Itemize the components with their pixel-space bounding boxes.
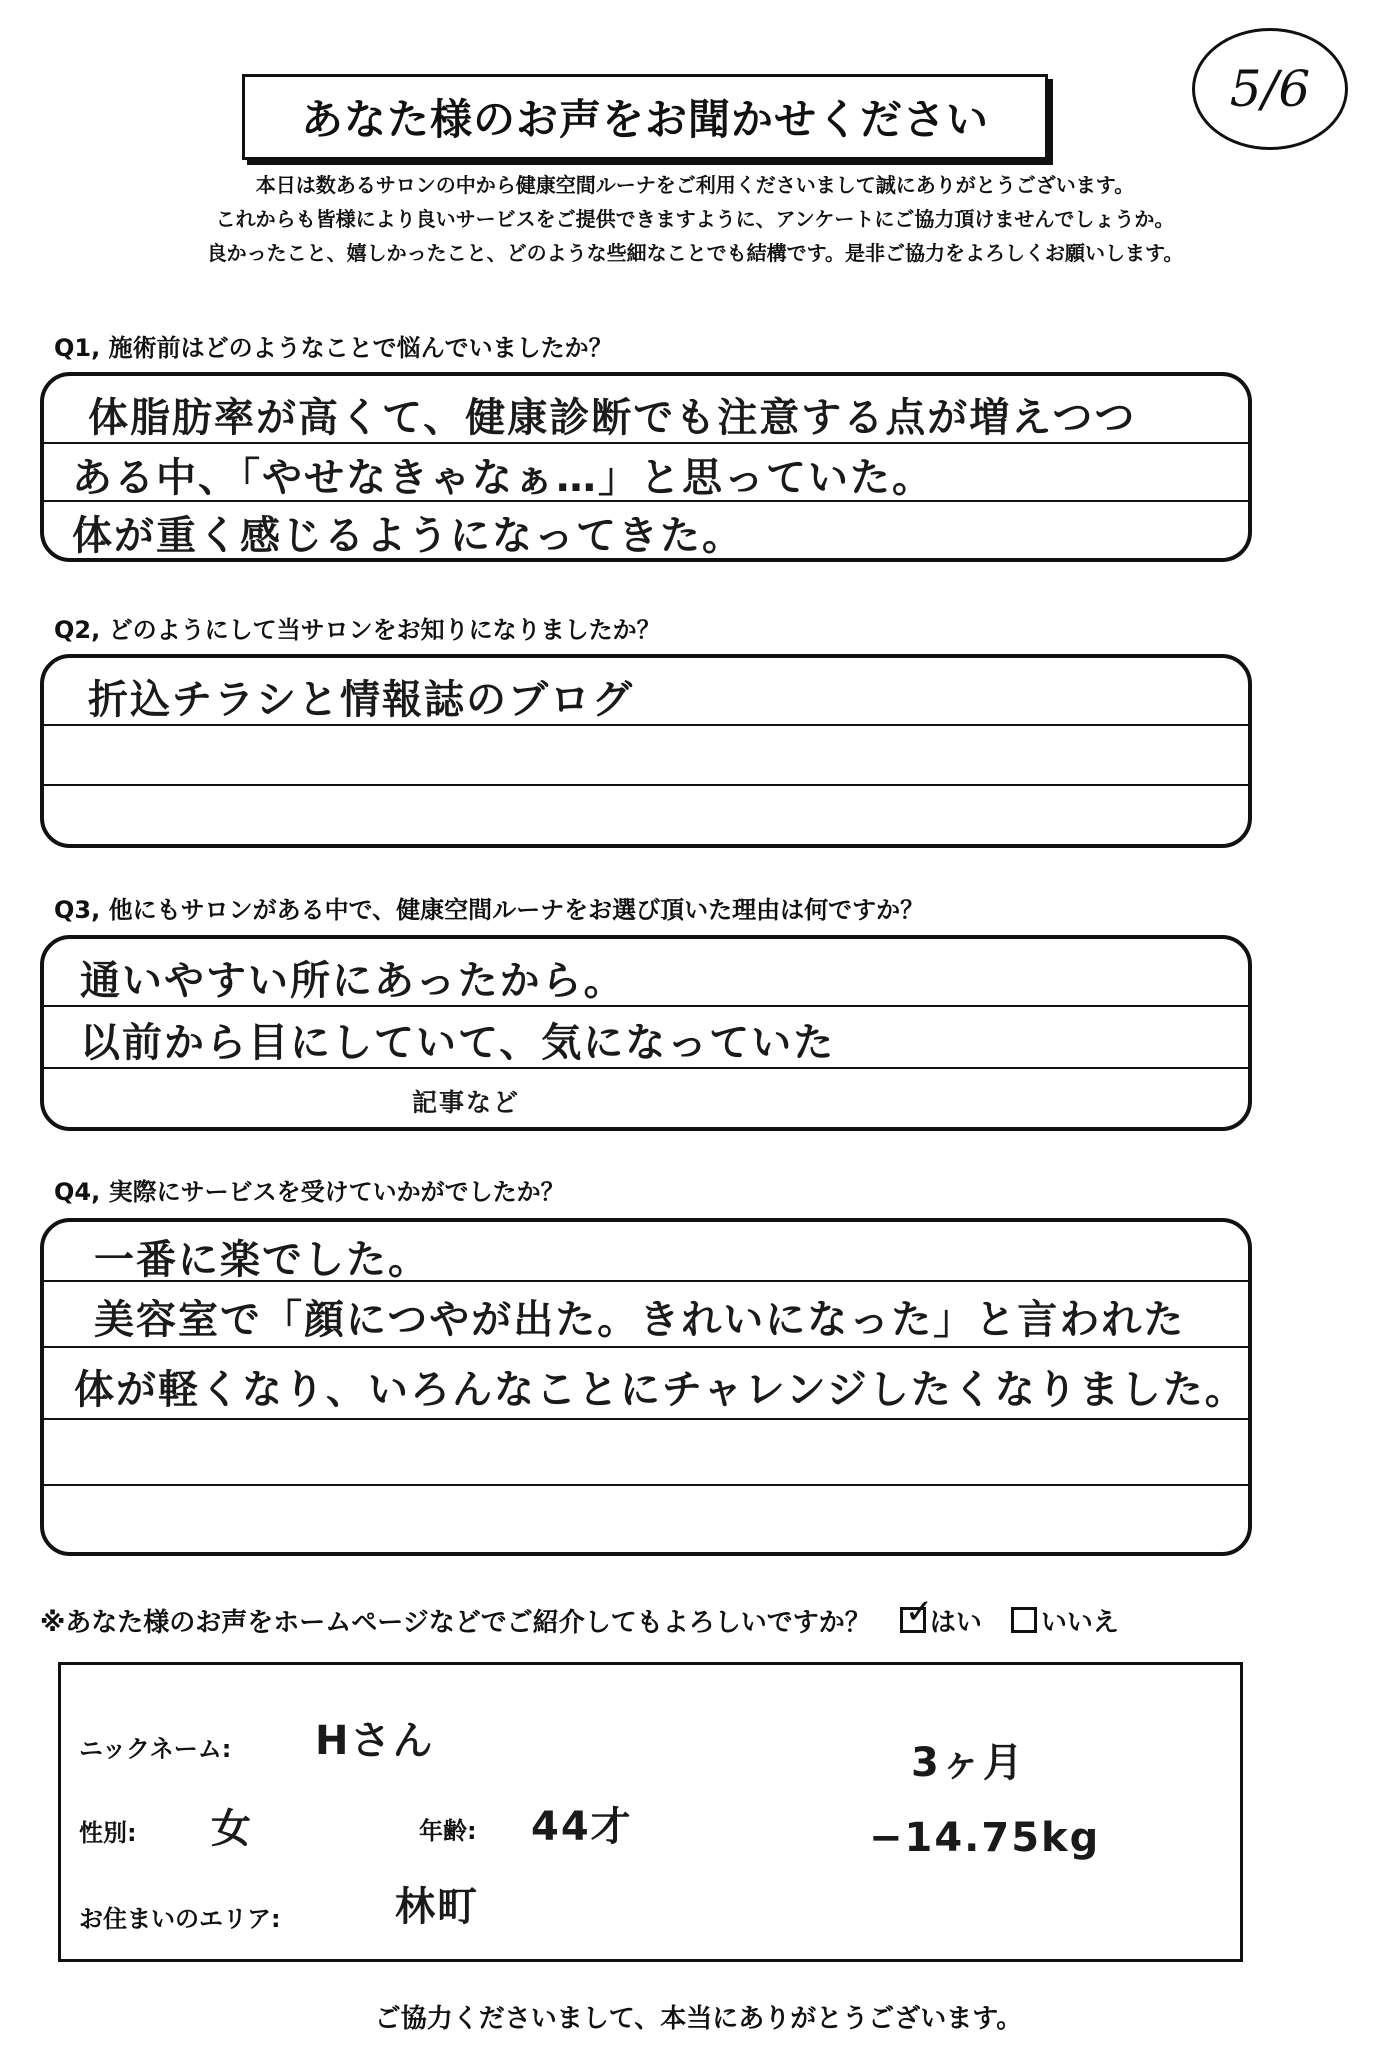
answer-line: [44, 1418, 1248, 1420]
answer-text: ある中、「やせなきゃなぁ…」と思っていた。: [72, 455, 934, 501]
intro-line: 良かったこと、嬉しかったこと、どのような些細なことでも結構です。是非ご協力をよろしくお願いします。: [206, 241, 1184, 265]
page-number: 5/6: [1192, 28, 1348, 150]
weight-value: −14.75kg: [869, 1815, 1101, 1861]
consent-yes-label: はい: [929, 1608, 982, 1638]
nickname-label: ニックネーム:: [79, 1735, 232, 1763]
consent-no-label: いいえ: [1040, 1608, 1119, 1638]
question-2-answer-box: [40, 654, 1252, 848]
answer-line: [44, 784, 1248, 786]
question-1-label: Q1, 施術前はどのようなことで悩んでいましたか？: [54, 334, 613, 362]
question-2-label: Q2, どのようにして当サロンをお知りになりましたか？: [54, 616, 661, 644]
answer-line: [44, 1346, 1248, 1348]
answer-line: [44, 1484, 1248, 1486]
question-3-label: Q3, 他にもサロンがある中で、健康空間ルーナをお選び頂いた理由は何ですか？: [54, 896, 925, 924]
answer-text: 通いやすい所にあったから。: [80, 958, 626, 1004]
consent-yes-checkbox[interactable]: [900, 1592, 934, 1633]
consent-no-checkbox[interactable]: [1011, 1607, 1037, 1633]
intro-text: [30, 168, 1360, 270]
age-value: 44才: [531, 1804, 633, 1850]
consent-question: ※あなた様のお声をホームページなどでご紹介してもよろしいですか？: [40, 1608, 871, 1638]
period-value: 3ヶ月: [911, 1740, 1025, 1786]
question-4-label: Q4, 実際にサービスを受けていかがでしたか？: [54, 1178, 565, 1206]
nickname-value: Hさん: [315, 1718, 435, 1764]
answer-text: 体が重く感じるようになってきた。: [72, 513, 744, 559]
answer-text: 折込チラシと情報誌のブログ: [88, 677, 634, 723]
footer-thanks: ご協力くださいまして、本当にありがとうございます。: [374, 2004, 1023, 2034]
age-label: 年齢:: [419, 1817, 477, 1845]
question-1-answer-box: [40, 372, 1252, 562]
intro-line: これからも皆様により良いサービスをご提供できますように、アンケートにご協力頂けませんでしょうか。: [215, 207, 1175, 231]
consent-row: [40, 1592, 1119, 1639]
question-4-answer-box: [40, 1218, 1252, 1556]
area-value: 林町: [395, 1884, 479, 1930]
customer-info-box: [58, 1662, 1243, 1962]
insert-note: 記事など: [412, 1088, 521, 1117]
answer-text: 体脂肪率が高くて、健康診断でも注意する点が増えつつ: [88, 395, 1137, 441]
page-title: あなた様のお声をお聞かせください: [242, 74, 1048, 160]
answer-text: 一番に楽でした。: [94, 1237, 430, 1283]
answer-text: 以前から目にしていて、気になっていた: [80, 1020, 836, 1066]
area-label: お住まいのエリア:: [79, 1905, 281, 1933]
answer-text: 体が軽くなり、いろんなことにチャレンジしたくなりました。: [74, 1367, 1247, 1413]
answer-text: 美容室で「顔につやが出た。きれいになった」と言われた: [94, 1297, 1186, 1343]
gender-label: 性別:: [79, 1819, 137, 1847]
question-3-answer-box: [40, 935, 1252, 1131]
check-mark-icon: ✓: [904, 1592, 934, 1632]
gender-value: 女: [211, 1806, 253, 1852]
intro-line: 本日は数あるサロンの中から健康空間ルーナをご利用くださいまして誠にありがとうございます。: [255, 173, 1135, 197]
